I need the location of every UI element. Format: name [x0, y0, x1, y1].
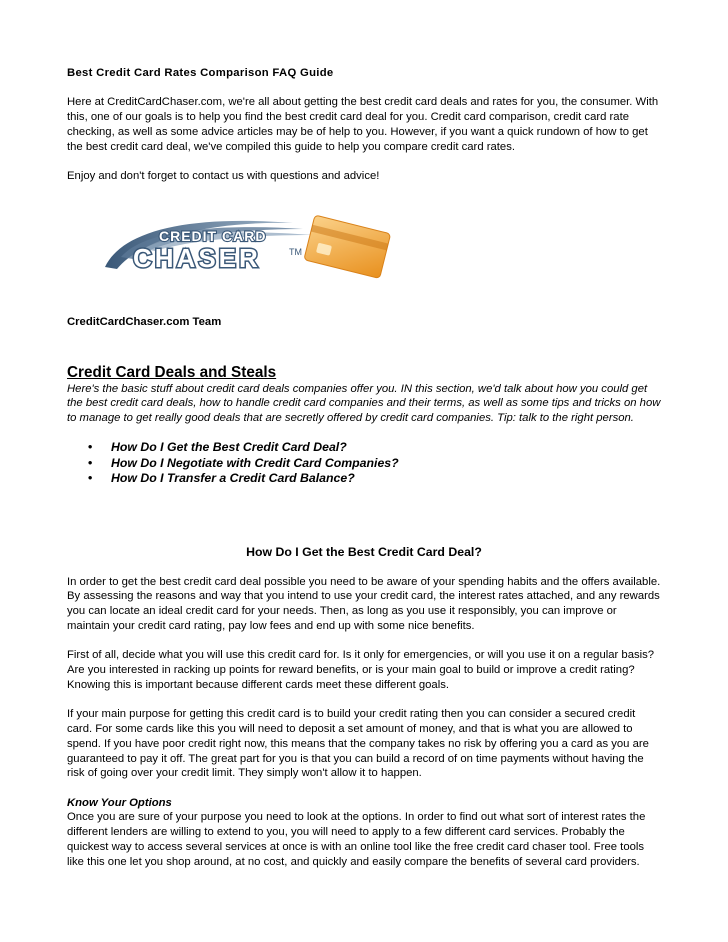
- bullet-icon: •: [88, 471, 93, 486]
- logo-text-top: CREDIT CARD: [159, 227, 267, 244]
- know-your-options-heading: Know Your Options: [67, 796, 172, 809]
- section-heading: How Do I Get the Best Credit Card Deal?: [246, 545, 482, 560]
- list-item[interactable]: [88, 455, 661, 472]
- bullet-icon: •: [88, 439, 93, 454]
- section-paragraph-1: In order to get the best credit card deal possible you need to be aware of your spending habits and the offers available. By assessing the reasons and way that you intend to use your credit card, the interest rates attached, and any rewards you can locate an ideal credit card for your needs. Then, as long as you use it responsibly, you can improve or maintain your credit card rating, pay low fees and end up with some nice benefits.: [67, 575, 661, 632]
- list-item[interactable]: [88, 471, 661, 487]
- section-paragraph-3: If your main purpose for getting this credit card is to build your credit rating then you can consider a secured credit card. For some cards like this you will need to deposit a set amount of money, and that is what you are allowed to spend. If you have poor credit right now, this means that the company takes no risk by offering you a card as you are guaranteed to pay it off. The great part for you is that you can build a record of on time payments without having the risk of going over your credit limit. They simply won't allow it to happen.: [67, 708, 649, 780]
- logo-text-bottom: CHASER: [133, 242, 261, 273]
- deals-heading[interactable]: Credit Card Deals and Steals: [67, 363, 277, 381]
- contact-paragraph: Enjoy and don't forget to contact us with questions and advice!: [67, 169, 380, 182]
- section-paragraph-4: Once you are sure of your purpose you need to look at the options. In order to find out what sort of interest rates the different lenders are willing to extend to you, you will need to apply to a few different card services. Probably the quickest way to access several services at once is with an online tool like the free credit card chaser tool. Free tools like this one let you shop around, at no cost, and quickly and easily compare the benefits of several card providers.: [67, 811, 646, 868]
- logo-trademark: TM: [289, 246, 302, 257]
- list-item[interactable]: [88, 439, 661, 456]
- link-transfer-balance[interactable]: How Do I Transfer a Credit Card Balance?: [111, 471, 355, 486]
- deals-intro: Here's the basic stuff about credit card deals companies offer you. IN this section, we'd talk about how you could get the best credit card deals, how to handle credit card companies and their terms, as well as some tips and tricks on how to manage to get really good deals that are secretly offered by credit card companies. Tip: talk to the right person.: [67, 382, 661, 425]
- team-signature: CreditCardChaser.com Team: [67, 315, 222, 328]
- link-best-deal[interactable]: How Do I Get the Best Credit Card Deal?: [111, 439, 347, 454]
- section-paragraph-2: First of all, decide what you will use this credit card for. Is it only for emergencies, or will you use it on a regular basis? Are you interested in racking up points for reward benefits, or is your main goal to build or improve a credit rating? Knowing this is important because different cards meet these different goals.: [67, 649, 655, 691]
- deals-link-list: [67, 440, 661, 487]
- link-negotiate[interactable]: How Do I Negotiate with Credit Card Companies?: [111, 455, 399, 470]
- credit-card-chaser-logo: [103, 209, 423, 279]
- document-page: [67, 66, 661, 870]
- intro-paragraph: Here at CreditCardChaser.com, we're all about getting the best credit card deals and rates for you, the consumer. With this, one of our goals is to help you find the best credit card deal for you. Credit card comparison, credit card rate checking, as well as some advice articles may be of help to you. However, if you want a quick rundown of how to get the best credit card deal, we've compiled this guide to help you compare credit card rates.: [67, 96, 659, 153]
- document-title: Best Credit Card Rates Comparison FAQ Guide: [67, 67, 334, 79]
- bullet-icon: •: [88, 455, 93, 470]
